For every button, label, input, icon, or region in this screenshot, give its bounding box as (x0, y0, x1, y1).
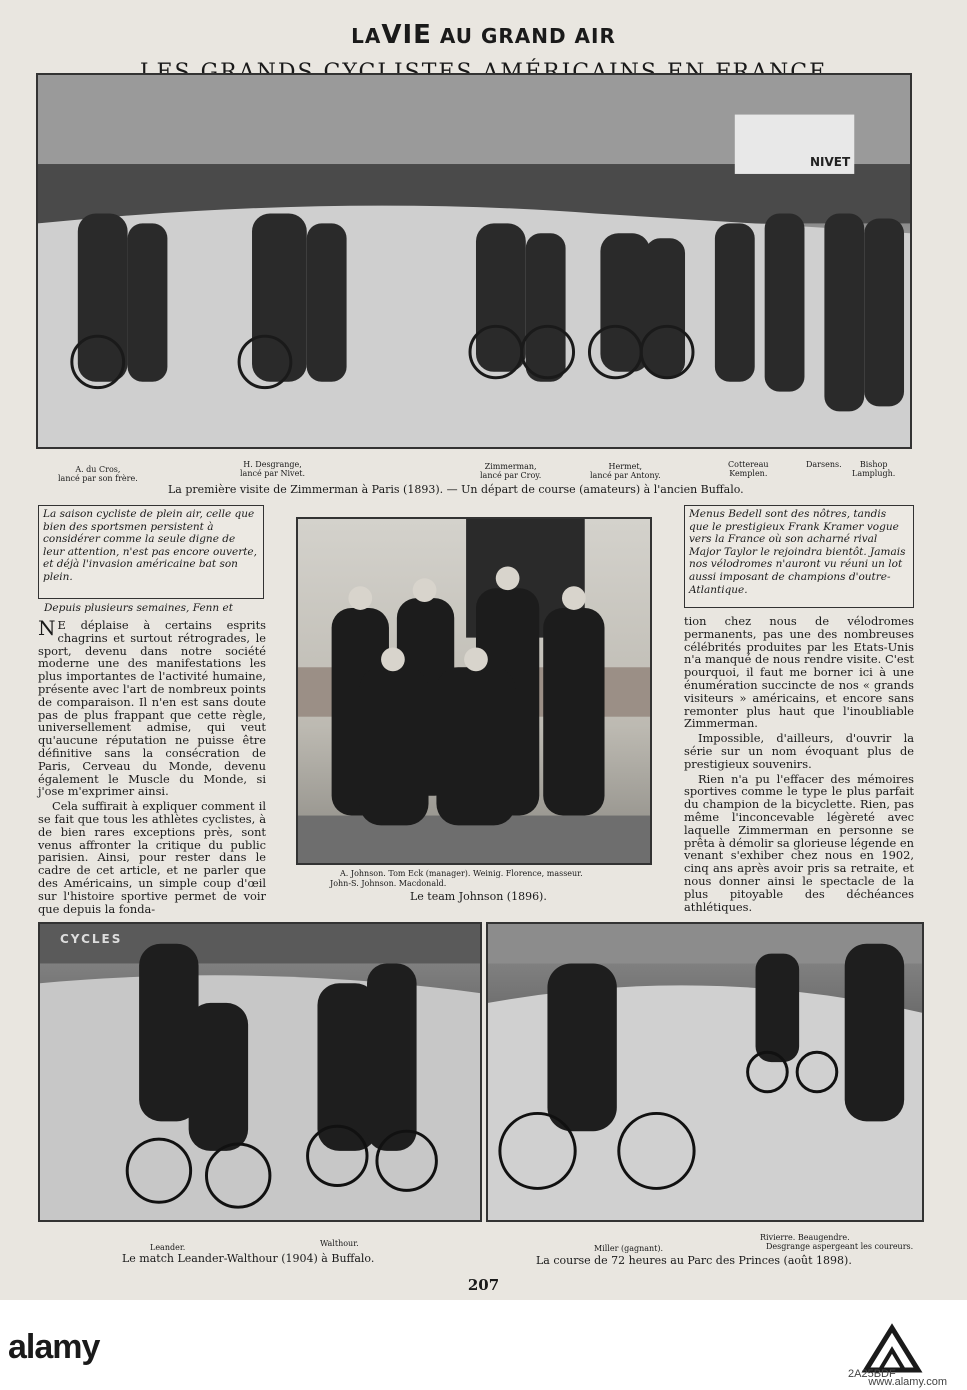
caption-title-leander-walthour: Le match Leander-Walthour (1904) à Buffalo. (122, 1252, 375, 1265)
masthead-vie: VIE (381, 20, 432, 50)
right-paragraph-1: tion chez nous de vélodromes permanents, pas une des nombreuses célébrités produites par les Etats-Unis n'a manqué de nous rendre visite. C'est pourquoi, il faut me borner ici à une énumération succincte de nos « grands visiteurs » américains, et encore sans remonter plus haut que l'inoubliable Zimmerman. (684, 614, 914, 731)
caption-cottereau: Cottereau Kemplen. (728, 460, 769, 478)
photo-race-start-illustration (38, 75, 910, 447)
watermark-image-id: 2A25BDF (848, 1368, 896, 1380)
caption-du-cros: A. du Cros, lancé par son frère. (58, 465, 138, 483)
caption-darsens: Darsens. (806, 460, 842, 469)
caption-rivierre-beaugendre: Rivierre. Beaugendre. (760, 1233, 850, 1242)
photo-leander-walthour (38, 922, 482, 1222)
intro-quote-right: Menus Bedell sont des nôtres, tandis que le prestigieux Frank Kramer vogue vers la France où son acharné rival Major Taylor le rejoindra bientôt. Jamais nos vélodromes n'auront vu réuni un lot aussi imposant de champions d'outre-Atlantique. (684, 505, 914, 608)
caption-bishop: Bishop Lamplugh. (852, 460, 896, 478)
caption-desgrange: H. Desgrange, lancé par Nivet. (240, 460, 306, 478)
article-left-column (38, 616, 266, 917)
photo-team-johnson (296, 517, 652, 865)
watermark-bar (0, 1300, 967, 1390)
intro-quote-left-tail: Depuis plusieurs semaines, Fenn et (44, 602, 233, 614)
page-number: 207 (467, 1276, 500, 1294)
caption-desgrange-spraying: Desgrange aspergeant les coureurs. (766, 1242, 914, 1251)
photo-team-johnson-illustration (298, 519, 650, 863)
dropcap: N (38, 616, 56, 640)
left-paragraph-1: N E déplaise à certains esprits chagrins et surtout rétrogrades, le sport, devenu dans notre société moderne une des manifestations les plus importantes de l'activité humaine, présente avec l'art de nombreux points de comparaison. Il n'en est sans doute pas de plus frappant que cette règle, universellement admise, qui veut qu'aucune réputation ne puisse être définitive sans la consécration de Paris, Cerveau du Monde, devenu également le Muscle du Monde, si j'ose m'exprimer ainsi. (38, 616, 266, 799)
photo-race-start (36, 73, 912, 449)
cycles-banner: CYCLES (60, 932, 123, 946)
caption-leander: Leander. (150, 1243, 186, 1252)
masthead-la: LA (351, 24, 382, 48)
right-paragraph-2: Impossible, d'ailleurs, d'ouvrir la série sur un nom évoquant plus de prestigieux souvenirs. (684, 731, 914, 771)
caption-title-team-johnson: Le team Johnson (1896). (410, 890, 547, 903)
caption-walthour: Walthour. (320, 1239, 359, 1248)
nivet-sign: NIVET (810, 155, 851, 169)
masthead (0, 20, 967, 50)
photo-leander-walthour-illustration (40, 924, 480, 1220)
photo-72-hours-race-illustration (488, 924, 922, 1220)
caption-title-72-hours: La course de 72 heures au Parc des Princes (août 1898). (536, 1254, 852, 1267)
watermark-url: www.alamy.com (868, 1376, 947, 1388)
right-paragraph-3: Rien n'a pu l'effacer des mémoires sportives comme le type le plus parfait du champion de la bicyclette. Rien, pas même l'inconcevable légèreté avec laquelle Zimmerman en personne se prêta à démolir sa glorieuse légende en venant s'exhiber chez nous en 1902, cinq ans après avoir pris sa retraite, et nous donner ainsi le spectacle de la plus pitoyable des déchéances athlétiques. (684, 771, 914, 914)
masthead-rest: AU GRAND AIR (431, 24, 616, 48)
photo-72-hours-race (486, 922, 924, 1222)
caption-miller: Miller (gagnant). (594, 1244, 664, 1253)
caption-hermet: Hermet, lancé par Antony. (590, 462, 661, 480)
intro-quote-left: La saison cycliste de plein air, celle que bien des sportsmen persistent à considérer comme la seule digne de leur attention, n'est pas encore ouverte, et déjà l'invasion américaine bat son plein. (38, 505, 264, 599)
left-paragraph-2: Cela suffirait à expliquer comment il se fait que tous les athlètes cyclistes, à de bien rares exceptions près, sont venus affronter la critique du public parisien. Ainsi, pour rester dans le cadre de cet article, et ne parler que des Américains, un simple coup d'œil sur l'histoire sportive permet de voir que depuis la fonda- (38, 799, 266, 916)
caption-team-johnson-line2: John-S. Johnson. Macdonald. (330, 879, 447, 888)
article-right-column (684, 615, 914, 915)
caption-team-johnson-line1: A. Johnson. Tom Eck (manager). Weinig. Florence, masseur. (340, 869, 583, 878)
watermark-logo: alamy (8, 1328, 100, 1366)
caption-title-race-start: La première visite de Zimmerman à Paris (1893). — Un départ de course (amateurs) à l'ancien Buffalo. (168, 483, 744, 496)
caption-zimmerman: Zimmerman, lancé par Croy. (480, 462, 542, 480)
